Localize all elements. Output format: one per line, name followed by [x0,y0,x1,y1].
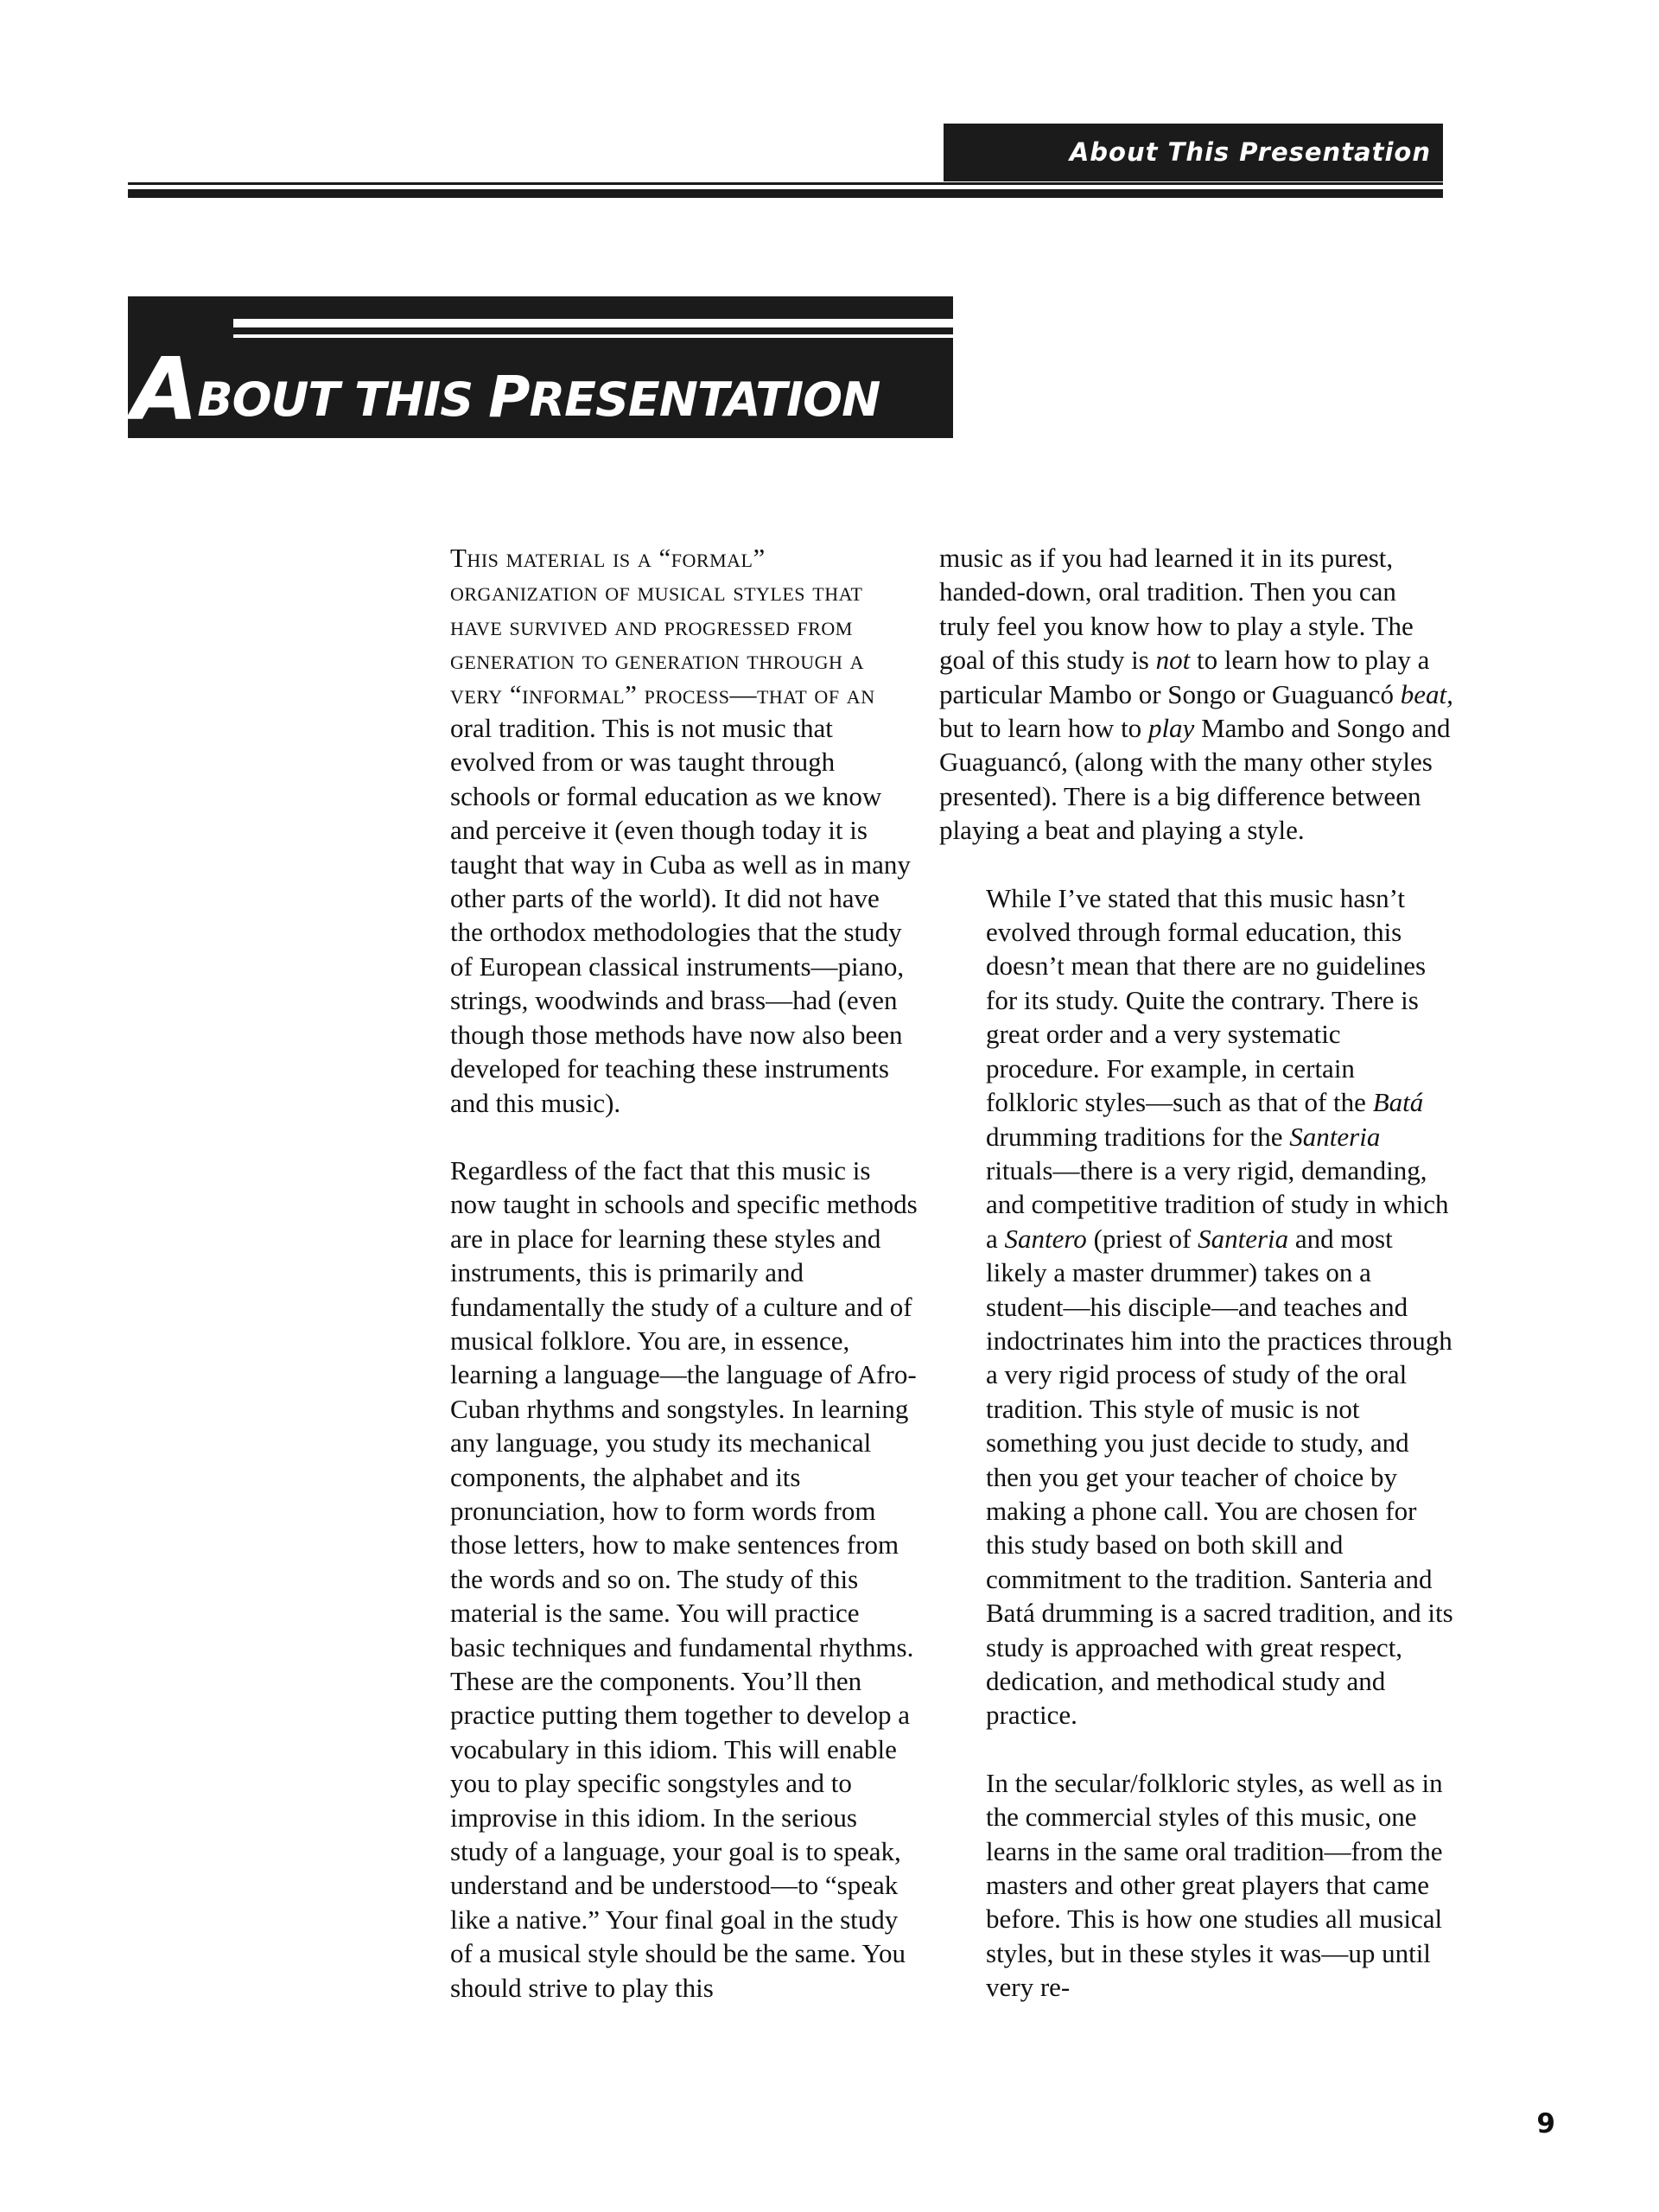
text-run: rituals—there is a very rigid, demanding, and competitive tradition of study in which a [986,1154,1449,1254]
text-run: to learn how to play a particular Mambo or Songo or Guaguancó [939,645,1430,709]
emphasis: beat, [1400,678,1453,709]
text-run: (priest of [1086,1223,1198,1254]
header-rule-thin [128,182,1443,185]
emphasis: Santeria [1198,1223,1289,1254]
paragraph-2: Regardless of the fact that this music is now taught in schools and specific methods are in place for learning these styles and instruments, this is primarily and fundamentally the study of a culture and of musical folklore. You are, in essence, learning a language—the language of Afro-Cuban rhythms and songstyles. In learning any language, you study its mechanical components, the alphabet and its pronunciation, how to form words from those letters, how to make sentences from the words and so on. The study of this material is the same. You will practice basic techniques and fundamental rhythms. These are the components. You’ll then practice putting them together to develop a vocabulary in this idiom. This will enable you to play specific songstyles and to improvise in this idiom. In the serious study of a language, your goal is to speak, understand and be understood—to “speak like a native.” Your final goal in the study of a musical style should be the same. You should strive to play this [450,1154,918,2003]
running-header: About This Presentation [944,124,1443,181]
body-column-right [939,541,1453,2005]
body-column-left [404,541,918,2005]
title-stripe [233,319,953,327]
paragraph-1-text: oral tradition. This is not music that evolved from or was taught through schools or formal education as we know and perceive it (even though today it is taught that way in Cuba as well as in many other parts of the world). It did not have the orthodox methodologies that the study of European classical instruments—piano, strings, woodwinds and brass—had (even though those methods have now also been developed for teaching these instruments and this music). [450,713,911,1118]
paragraph-5: In the secular/folkloric styles, as well as in the commercial styles of this music, one learns in the same oral tradition—from the masters and other great players that came before. This is how one studies all musical styles, but in these styles it was—up until very re- [986,1767,1443,2003]
emphasis: Santero [1004,1223,1087,1254]
paragraph-lead-in: This material is a “formal” organization of musical styles that have survived and progressed from generation to generation through a very “informal” process—that of an [450,543,875,709]
title-word3-initial: P [488,364,530,430]
chapter-title-block [128,296,953,438]
text-run: but to learn how to [939,713,1148,744]
page-number: 9 [1536,2108,1555,2139]
text-run: While I’ve stated that this music hasn’t evolved through formal education, this doesn’t mean that there are no guidelines for its study. Quite the contrary. There is great order and a very systematic procedure. For example, in certain folkloric styles—such as that of the [986,882,1427,1118]
text-run: and most likely a master drummer) takes on a student—his disciple—and teaches and indoctrinates him into the practices through a very rigid process of study of the oral tradition. This style of music is not something you just decide to study, and then you get your teacher of choice by making a phone call. You are chosen for this study based on both skill and commitment to the tradition. Santeria and Batá drumming is a sacred tradition, and its study is approached with great respect, dedication, and methodical study and practice. [986,1223,1453,1731]
title-initial: A [131,339,198,438]
text-run: Mambo and Songo and Guaguancó, (along with the many other styles presented). There is a big difference between playing a beat and playing a style. [939,713,1451,846]
title-word1-rest: BOUT [197,372,340,427]
emphasis: Santeria [1289,1121,1381,1152]
paragraph-4 [939,881,1453,1732]
text-run: music as if you had learned it in its purest, handed-down, oral tradition. Then you can truly feel you know how to play a style. The goal of this study is [939,543,1414,676]
emphasis: not [1155,645,1191,676]
chapter-title [128,338,953,438]
emphasis: Batá [1372,1087,1424,1118]
title-word3-rest: RESENTATION [529,372,880,427]
emphasis: play [1147,713,1195,744]
paragraph-1 [404,541,918,1120]
title-word2: THIS [354,372,474,427]
paragraph-3 [939,541,1453,848]
header-rule-thick [128,189,1443,198]
text-run: drumming traditions for the [986,1121,1290,1152]
